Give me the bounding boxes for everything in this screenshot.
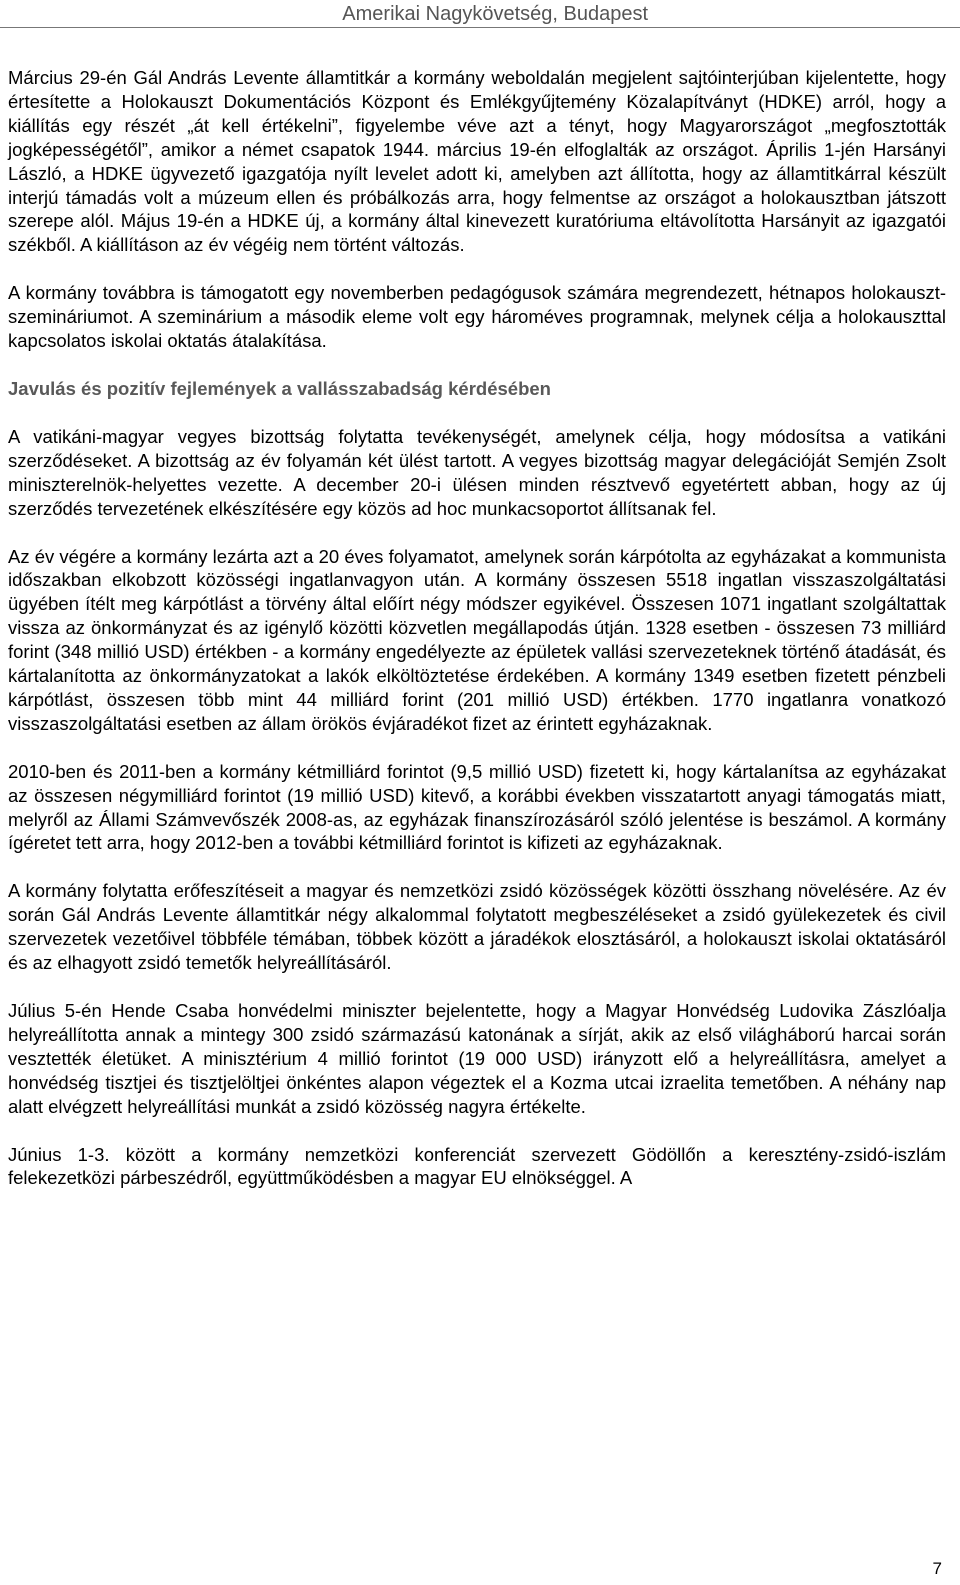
paragraph-church-funding: 2010-ben és 2011-ben a kormány kétmilliárd forintot (9,5 millió USD) fizetett ki, hogy kártalanítsa az egyházakat az összesen négymilliárd forintot (19 millió USD) kitevő, a korábbi években visszatartott anyagi támogatás miatt, melyről az Állami Számvevőszék 2008-as, az egyházak finanszírozásáról szóló jelentése is beszámol. A kormány ígéretet tett arra, hogy 2012-ben a további kétmilliárd forintot is kifizeti az egyházaknak. bbox=[8, 760, 946, 854]
paragraph-holocaust-seminar: A kormány továbbra is támogatott egy novemberben pedagógusok számára megrendezett, hétnapos holokauszt-szemináriumot. A szeminárium a második eleme volt egy hároméves programnak, melynek célja a holokauszttal kapcsolatos iskolai oktatás átalakítása. bbox=[8, 282, 946, 352]
paragraph-jewish-community: A kormány folytatta erőfeszítéseit a magyar és nemzetközi zsidó közösségek közötti összhang növelésére. Az év során Gál András Levente államtitkár négy alkalommal folytatott megbeszéléseket a zsidó gyülekezetek és civil szervezetek vezetőivel többféle témában, többek között a járadékok elosztásáról, a holokauszt iskolai oktatásáról és az elhagyott zsidó temetők helyreállításáról. bbox=[8, 880, 946, 974]
header-title: Amerikai Nagykövetség, Budapest bbox=[342, 3, 648, 25]
page-number: 7 bbox=[932, 1559, 942, 1578]
paragraph-military-graves: Július 5-én Hende Csaba honvédelmi miniszter bejelentette, hogy a Magyar Honvédség Ludovika Zászlóalja helyreállította annak a mintegy 300 zsidó származású katonának a sírját, akik az első világháború harcai során vesztették életüket. A minisztérium 4 millió forintot (19 000 USD) irányzott elő a helyreállításra, amelyet a honvédség tisztjei és tisztjelöltjei önkéntes alapon végeztek el a Kozma utcai izraelita temetőben. A néhány nap alatt elvégzett helyreállítási munkát a zsidó közösség nagyra értékelte. bbox=[8, 1000, 946, 1117]
section-heading: Javulás és pozitív fejlemények a vallásszabadság kérdésében bbox=[8, 377, 551, 399]
document-body bbox=[8, 66, 946, 1190]
paragraph-hdke-exhibition: Március 29-én Gál András Levente államtitkár a kormány weboldalán megjelent sajtóinterjúban kijelentette, hogy értesítette a Holokauszt Dokumentációs Központ és Emlékgyűjtemény Közalapítványt (HDKE) arról, hogy a kiállítás egy részét „át kell értékelni”, figyelembe véve azt a tényt, hogy Magyarországot „megfosztották jogképességétől”, amikor a német csapatok 1944. március 19-én elfoglalták az országot. Április 1-jén Harsányi László, a HDKE ügyvezető igazgatója nyílt levelet adott ki, amelyben azt állította, hogy az államtitkárral készült interjú támadás volt a múzeum ellen és próbálkozás arra, hogy felmentse az országot a holokausztban játszott szerepe alól. Május 19-én a HDKE új, a kormány által kinevezett kuratóriuma eltávolította Harsányit az igazgatói székből. A kiállításon az év végéig nem történt változás. bbox=[8, 67, 946, 256]
paragraph-property-compensation: Az év végére a kormány lezárta azt a 20 éves folyamatot, amelynek során kárpótolta az egyházakat a kommunista időszakban elkobzott közösségi ingatlanvagyon után. A kormány összesen 5518 ingatlan visszaszolgáltatási ügyében ítélt meg kárpótlást a törvény által előírt négy módszer egyikével. Összesen 1071 ingatlant szolgáltattak vissza az önkormányzat és az igénylő közötti közvetlen megállapodás útján. 1328 esetben - összesen 73 milliárd forint (348 millió USD) értékben - a kormány engedélyezte az épületek vallási szervezeteknek történő átadását, és kártalanította az önkormányzatokat a lakók elköltöztetése érdekében. A kormány 1349 esetben fizetett pénzbeli kárpótlást, összesen több mint 44 milliárd forint (201 millió USD) értékben. 1770 ingatlanra vonatkozó visszaszolgáltatási esetben az állam örökös évjáradékot fizet az érintett egyházaknak. bbox=[8, 545, 946, 734]
page-header bbox=[0, 0, 960, 28]
paragraph-vatican-commission: A vatikáni-magyar vegyes bizottság folytatta tevékenységét, amelynek célja, hogy módosítsa a vatikáni szerződéseket. A bizottság az év folyamán két ülést tartott. A vegyes bizottság magyar delegációját Semjén Zsolt miniszterelnök-helyettes vezette. A december 20-i ülésen minden résztvevő egyetértett abban, hogy az új szerződés tervezetének elkészítésére egy közös ad hoc munkacsoportot állítsanak fel. bbox=[8, 425, 946, 519]
paragraph-interfaith-conference: Június 1-3. között a kormány nemzetközi konferenciát szervezett Gödöllőn a keresztény-zsidó-iszlám felekezetközi párbeszédről, együttműködésben a magyar EU elnökséggel. A bbox=[8, 1143, 946, 1189]
